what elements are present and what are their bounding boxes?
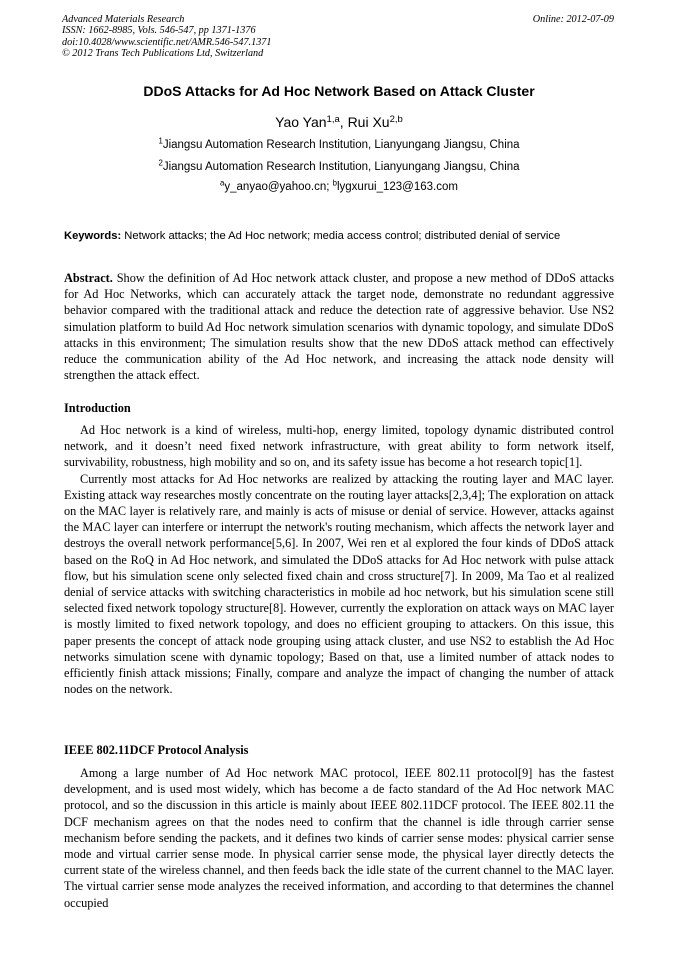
keywords-text: Network attacks; the Ad Hoc network; media access control; distributed denial of service [121, 230, 561, 242]
author-1-sup: 1,a [326, 113, 340, 125]
email-line [0, 178, 678, 193]
affiliation-2-sup: 2 [158, 158, 163, 168]
affiliation-1 [0, 136, 678, 151]
paper-title: DDoS Attacks for Ad Hoc Network Based on Attack Cluster [143, 83, 535, 99]
email-b: lygxurui_123@163.com [336, 181, 458, 193]
affiliation-2-text: Jiangsu Automation Research Institution, Lianyungang Jiangsu, China [162, 161, 520, 173]
intro-paragraph-1: Ad Hoc network is a kind of wireless, multi-hop, energy limited, topology dynamic distributed control network, and it doesn’t need fixed network infrastructure, with great ability to form network itself, survivability, robustness, high mobility and so on, and its safety issue has become a hot research topic[1]. [64, 423, 614, 470]
keywords-label: Keywords: [64, 230, 122, 242]
section-heading-ieee: IEEE 802.11DCF Protocol Analysis [64, 743, 249, 757]
affiliation-1-text: Jiangsu Automation Research Institution, Lianyungang Jiangsu, China [162, 139, 520, 151]
abstract [64, 270, 614, 383]
author-2-sup: 2,b [389, 113, 403, 125]
affiliation-1-sup: 1 [158, 136, 163, 146]
author-separator: , [339, 114, 348, 130]
email-b-sup: b [332, 178, 337, 188]
ieee-paragraph-1: Among a large number of Ad Hoc network MAC protocol, IEEE 802.11 protocol[9] has the fastest development, and is used most widely, which has become a de facto standard of the Ad Hoc network MAC protocol, and so the discussion in this article is mainly about IEEE 802.11DCF protocol. The IEEE 802.11 the DCF mechanism agrees on that the nodes need to confirm that the channel is idle through carrier sense mechanism before sending the packets, and it defines two kinds of carrier sense modes: physical carrier sense mode and virtual carrier sense mode. In physical carrier sense mode, the physical layer directly detects the current state of the wireless channel, and then feeds back the idle state of the current channel to the MAC layer. The virtual carrier sense mode analyzes the received information, and according to that determines the channel occupied [64, 766, 614, 910]
abstract-label: Abstract. [64, 271, 113, 285]
author-1-name: Yao Yan [275, 114, 327, 130]
section-heading-introduction: Introduction [64, 401, 131, 415]
ieee-body [64, 765, 614, 911]
online-date: Online: 2012-07-09 [532, 14, 614, 25]
keywords [64, 229, 614, 245]
introduction-body [64, 422, 614, 697]
doi-line: doi:10.4028/www.scientific.net/AMR.546-547.1371 [62, 36, 272, 48]
affiliation-2 [0, 158, 678, 173]
email-a-sup: a [220, 178, 225, 188]
copyright-line: © 2012 Trans Tech Publications Ltd, Switzerland [62, 48, 264, 60]
journal-header [62, 14, 271, 60]
email-a: y_anyao@yahoo.cn; [224, 181, 333, 193]
author-2-name: Rui Xu [347, 114, 390, 130]
abstract-text: Show the definition of Ad Hoc network attack cluster, and propose a new method of DDoS attacks for Ad Hoc Networks, which can accurately attack the target node, demonstrate no redundant aggressive behavior compared with the traditional attack and reduce the detection rate of aggressive behavior. Use NS2 simulation platform to build Ad Hoc network simulation scenarios with dynamic topology, and simulate DDoS attacks in this environment; The simulation results show that the new DDoS attack method can effectively reduce the communication ability of the Ad Hoc network, and increasing the attack node density will strengthen the attack effect. [64, 271, 614, 383]
intro-paragraph-2: Currently most attacks for Ad Hoc networks are realized by attacking the routing layer and MAC layer. Existing attack way researches mostly concentrate on the routing layer attacks[2,3,4]; The exploration on attack on the MAC layer is relatively rare, and mainly is acts of misuse or denial of service. However, attacks against the MAC layer can interfere or interrupt the network's routing mechanism, which affects the network layer and destroys the overall network performance[5,6]. In 2007, Wei ren et al explored the four kinds of DDoS attack based on the RoQ in Ad Hoc network, and simulated the DDoS attacks for Ad Hoc network with pulse attack flow, but his simulation scene only selected fixed chain and cross structure[7]. In 2009, Ma Tao et al realized denial of service attacks with switching characteristics in mobile ad hoc network, but his simulation scene still selected fixed network topology structure[8]. However, currently the exploration on attack ways on MAC layer is mostly limited to fixed network topology, and does no efficient grouping to attackers. On this issue, this paper presents the concept of attack node grouping using attack cluster, and use NS2 to establish the Ad Hoc networks simulation scene with dynamic topology; Based on that, use a limited number of attack nodes to efficiently finish attack missions; Finally, compare and analyze the impact of changing the number of attack nodes on the network. [64, 471, 614, 697]
author-line [0, 114, 678, 130]
journal-name: Advanced Materials Research [62, 14, 185, 25]
issn-line: ISSN: 1662-8985, Vols. 546-547, pp 1371-1376 [62, 25, 256, 37]
